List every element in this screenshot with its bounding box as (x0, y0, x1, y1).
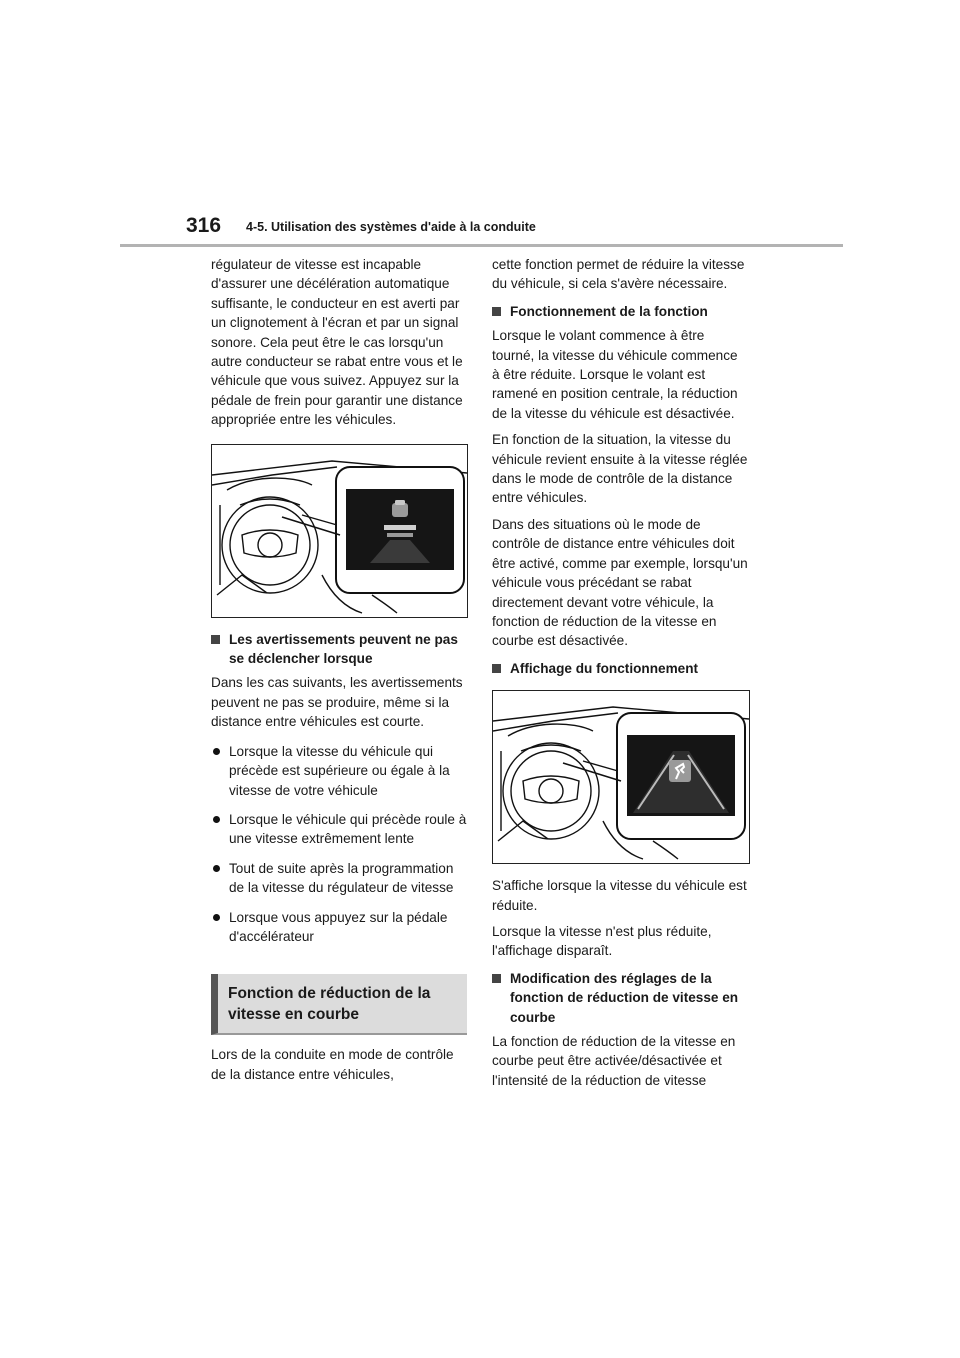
operation-paragraph-3: Dans des situations où le mode de contrôle de distance entre véhicules doit être activé, comme par exemple, lorsqu'un véhicule vous précédant se rabat directement devant votre véhicule, la fonction de réduction de la vitesse en courbe est désactivée. (492, 516, 748, 649)
curve-indicator-illustration (492, 690, 750, 864)
left-column (211, 255, 467, 1091)
curve-speed-intro: Lors de la conduite en mode de contrôle de la distance entre véhicules, (211, 1047, 454, 1082)
operation-heading: Fonctionnement de la fonction (492, 302, 748, 321)
square-bullet-icon (492, 974, 501, 983)
right-column (492, 255, 748, 1097)
square-bullet-icon (492, 664, 501, 673)
header-rule (120, 244, 843, 247)
square-bullet-icon (492, 307, 501, 316)
page-number: 316 (186, 214, 222, 237)
bullet-dot-icon (213, 865, 220, 872)
continued-paragraph: cette fonction permet de réduire la vitesse du véhicule, si cela s'avère nécessaire. (492, 257, 745, 292)
section-title: 4-5. Utilisation des systèmes d'aide à la conduite (246, 220, 536, 234)
settings-paragraph: La fonction de réduction de la vitesse en courbe peut être activée/désactivée et l'intensité de la réduction de vitesse (492, 1033, 736, 1088)
list-item: Tout de suite après la programmation de la vitesse du régulateur de vitesse (211, 859, 467, 898)
bullet-dot-icon (213, 816, 220, 823)
bullet-dot-icon (213, 748, 220, 755)
list-item: Lorsque vous appuyez sur la pédale d'accélérateur (211, 908, 467, 947)
square-bullet-icon (211, 635, 220, 644)
warnings-text: Dans les cas suivants, les avertissements peuvent ne pas se produire, même si la distance entre véhicules est courte. (211, 675, 463, 730)
list-item: Lorsque la vitesse du véhicule qui précède est supérieure ou égale à la vitesse de votre véhicule (211, 742, 467, 800)
operation-paragraph-1: Lorsque le volant commence à être tourné, la vitesse du véhicule commence à être réduite. Lorsque le volant est ramené en position centrale, la réduction de la vitesse du véhicule est désactivée. (492, 328, 738, 421)
warnings-heading: Les avertissements peuvent ne pas se déclencher lorsque (211, 630, 467, 669)
display-paragraph-1: S'affiche lorsque la vitesse du véhicule est réduite. (492, 878, 747, 913)
operation-paragraph-2: En fonction de la situation, la vitesse du véhicule revient ensuite à la vitesse réglée dans le mode de contrôle de la distance entre véhicules. (492, 432, 748, 506)
list-item: Lorsque le véhicule qui précède roule à une vitesse extrêmement lente (211, 810, 467, 849)
dashboard-warning-illustration (211, 444, 468, 618)
display-paragraph-2: Lorsque la vitesse n'est plus réduite, l'affichage disparaît. (492, 923, 712, 959)
settings-heading: Modification des réglages de la fonction de réduction de vitesse en courbe (492, 969, 748, 1027)
intro-paragraph: régulateur de vitesse est incapable d'assurer une décélération automatique suffisante, le conducteur en est averti par un clignotement à l'écran et par un signal sonore. Cela peut être le cas lorsqu'un autre conducteur se rabat entre vous et le véhicule que vous suivez. Appuyez sur la pédale de frein pour garantir une distance appropriée entre les véhicules. (211, 257, 463, 428)
curve-speed-section-heading: Fonction de réduction de la vitesse en courbe (211, 974, 467, 1035)
display-heading: Affichage du fonctionnement (492, 659, 748, 678)
bullet-dot-icon (213, 914, 220, 921)
